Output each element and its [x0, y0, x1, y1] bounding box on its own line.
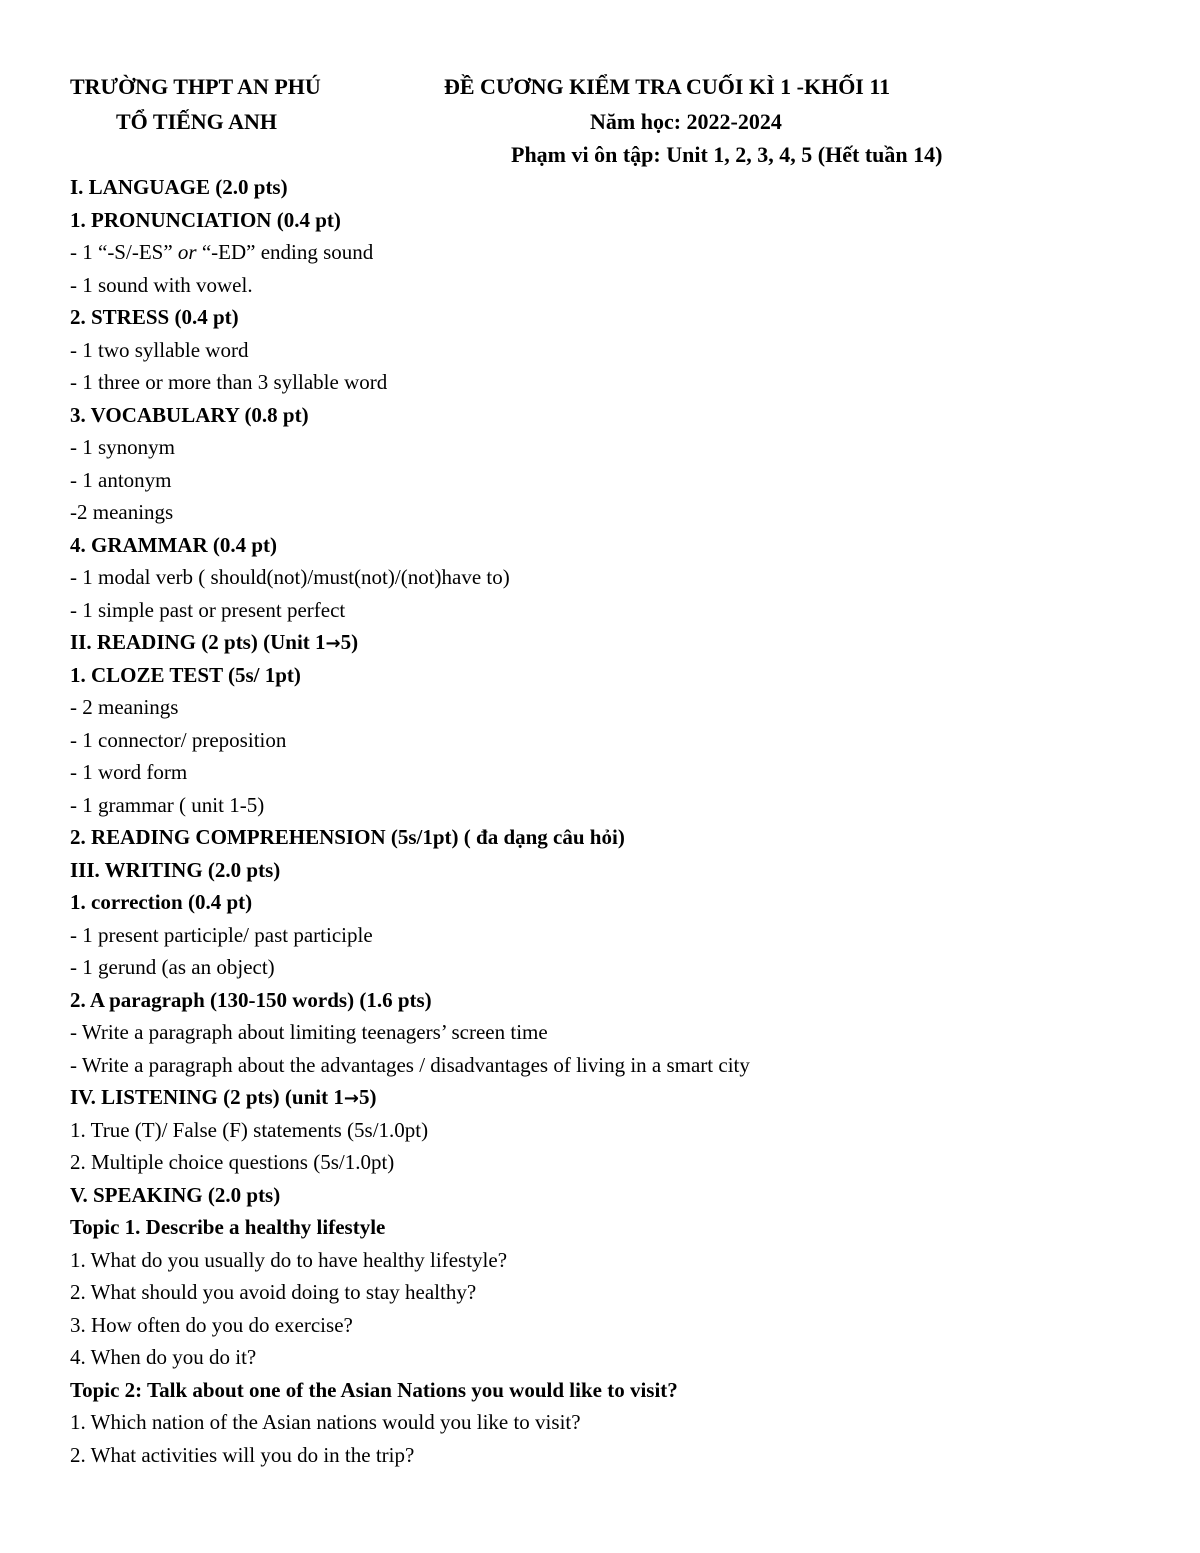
outline-item-paragraph-1: - Write a paragraph about limiting teenagers’ screen time	[70, 1020, 548, 1044]
outline-item-listening-1: 1. True (T)/ False (F) statements (5s/1.0pt)	[70, 1117, 429, 1142]
text-segment: 5)	[340, 630, 359, 654]
section-heading-listening	[70, 1081, 1150, 1114]
section-heading-topic-2: Topic 2: Talk about one of the Asian Nations you would like to visit?	[70, 1377, 678, 1402]
section-heading-stress: 2. STRESS (0.4 pt)	[70, 305, 239, 329]
text-segment: IV. LISTENING (2 pts) (unit 1	[70, 1085, 344, 1109]
arrow-right-icon: →	[343, 1088, 359, 1109]
outline-item-correction-2: - 1 gerund (as an object)	[70, 955, 275, 979]
outline-item-cloze-2: - 1 connector/ preposition	[70, 727, 287, 752]
outline-item-vocab-2: - 1 antonym	[70, 467, 172, 492]
outline-item-topic2-q2: 2. What activities will you do in the trip?	[70, 1442, 415, 1467]
text-segment: - 1 “-S/-ES”	[70, 240, 178, 264]
text-segment: II. READING (2 pts) (Unit 1	[70, 630, 326, 654]
section-heading-grammar: 4. GRAMMAR (0.4 pt)	[70, 532, 278, 557]
text-segment: “-ED” ending sound	[196, 240, 374, 264]
outline-item-cloze-1: - 2 meanings	[70, 695, 179, 719]
section-heading-correction: 1. correction (0.4 pt)	[70, 890, 253, 914]
outline-item-vocab-1: - 1 synonym	[70, 435, 175, 459]
outline-item-topic1-q3: 3. How often do you do exercise?	[70, 1312, 353, 1337]
document-title: ĐỀ CƯƠNG KIỂM TRA CUỐI KÌ 1 -KHỐI 11	[444, 74, 891, 99]
section-heading-language: I. LANGUAGE (2.0 pts)	[70, 175, 288, 199]
outline-item-topic1-q1: 1. What do you usually do to have healthy lifestyle?	[70, 1247, 508, 1272]
section-heading-comprehension: 2. READING COMPREHENSION (5s/1pt) ( đa dạng câu hỏi)	[70, 825, 625, 849]
outline-item-listening-2: 2. Multiple choice questions (5s/1.0pt)	[70, 1150, 395, 1174]
section-heading-pronunciation: 1. PRONUNCIATION (0.4 pt)	[70, 207, 341, 232]
text-segment: 5)	[358, 1085, 377, 1109]
outline-item-grammar-2: - 1 simple past or present perfect	[70, 597, 346, 622]
school-year: Năm học: 2022-2024	[590, 109, 782, 134]
outline-item-cloze-3: - 1 word form	[70, 760, 188, 784]
outline-item-cloze-4: - 1 grammar ( unit 1-5)	[70, 792, 265, 817]
department-name: TỔ TIẾNG ANH	[116, 109, 277, 134]
section-heading-reading	[70, 626, 1150, 659]
outline-item-pron-1	[70, 236, 1150, 269]
section-heading-speaking: V. SPEAKING (2.0 pts)	[70, 1182, 281, 1207]
outline-item-paragraph-2: - Write a paragraph about the advantages / disadvantages of living in a smart city	[70, 1052, 750, 1077]
section-heading-vocabulary: 3. VOCABULARY (0.8 pt)	[70, 402, 309, 427]
section-heading-paragraph: 2. A paragraph (130-150 words) (1.6 pts)	[70, 987, 432, 1012]
arrow-right-icon: →	[325, 633, 341, 654]
outline-item-correction-1: - 1 present participle/ past participle	[70, 922, 373, 947]
section-heading-topic-1: Topic 1. Describe a healthy lifestyle	[70, 1215, 386, 1239]
outline-item-vocab-3: -2 meanings	[70, 500, 174, 524]
emphasis-text: or	[177, 240, 197, 264]
outline-item-topic2-q1: 1. Which nation of the Asian nations would you like to visit?	[70, 1410, 581, 1434]
section-heading-writing: III. WRITING (2.0 pts)	[70, 857, 281, 882]
review-scope: Phạm vi ôn tập: Unit 1, 2, 3, 4, 5 (Hết tuần 14)	[511, 142, 943, 167]
school-name: TRƯỜNG THPT AN PHÚ	[70, 74, 321, 99]
outline-item-grammar-1: - 1 modal verb ( should(not)/must(not)/(not)have to)	[70, 565, 510, 589]
outline-item-topic1-q4: 4. When do you do it?	[70, 1345, 257, 1369]
outline-item-pron-2: - 1 sound with vowel.	[70, 272, 253, 297]
outline-item-stress-2: - 1 three or more than 3 syllable word	[70, 370, 388, 394]
outline-item-topic1-q2: 2. What should you avoid doing to stay healthy?	[70, 1280, 477, 1304]
outline-item-stress-1: - 1 two syllable word	[70, 337, 249, 362]
section-heading-cloze: 1. CLOZE TEST (5s/ 1pt)	[70, 662, 301, 687]
outline-content	[70, 171, 1150, 1471]
